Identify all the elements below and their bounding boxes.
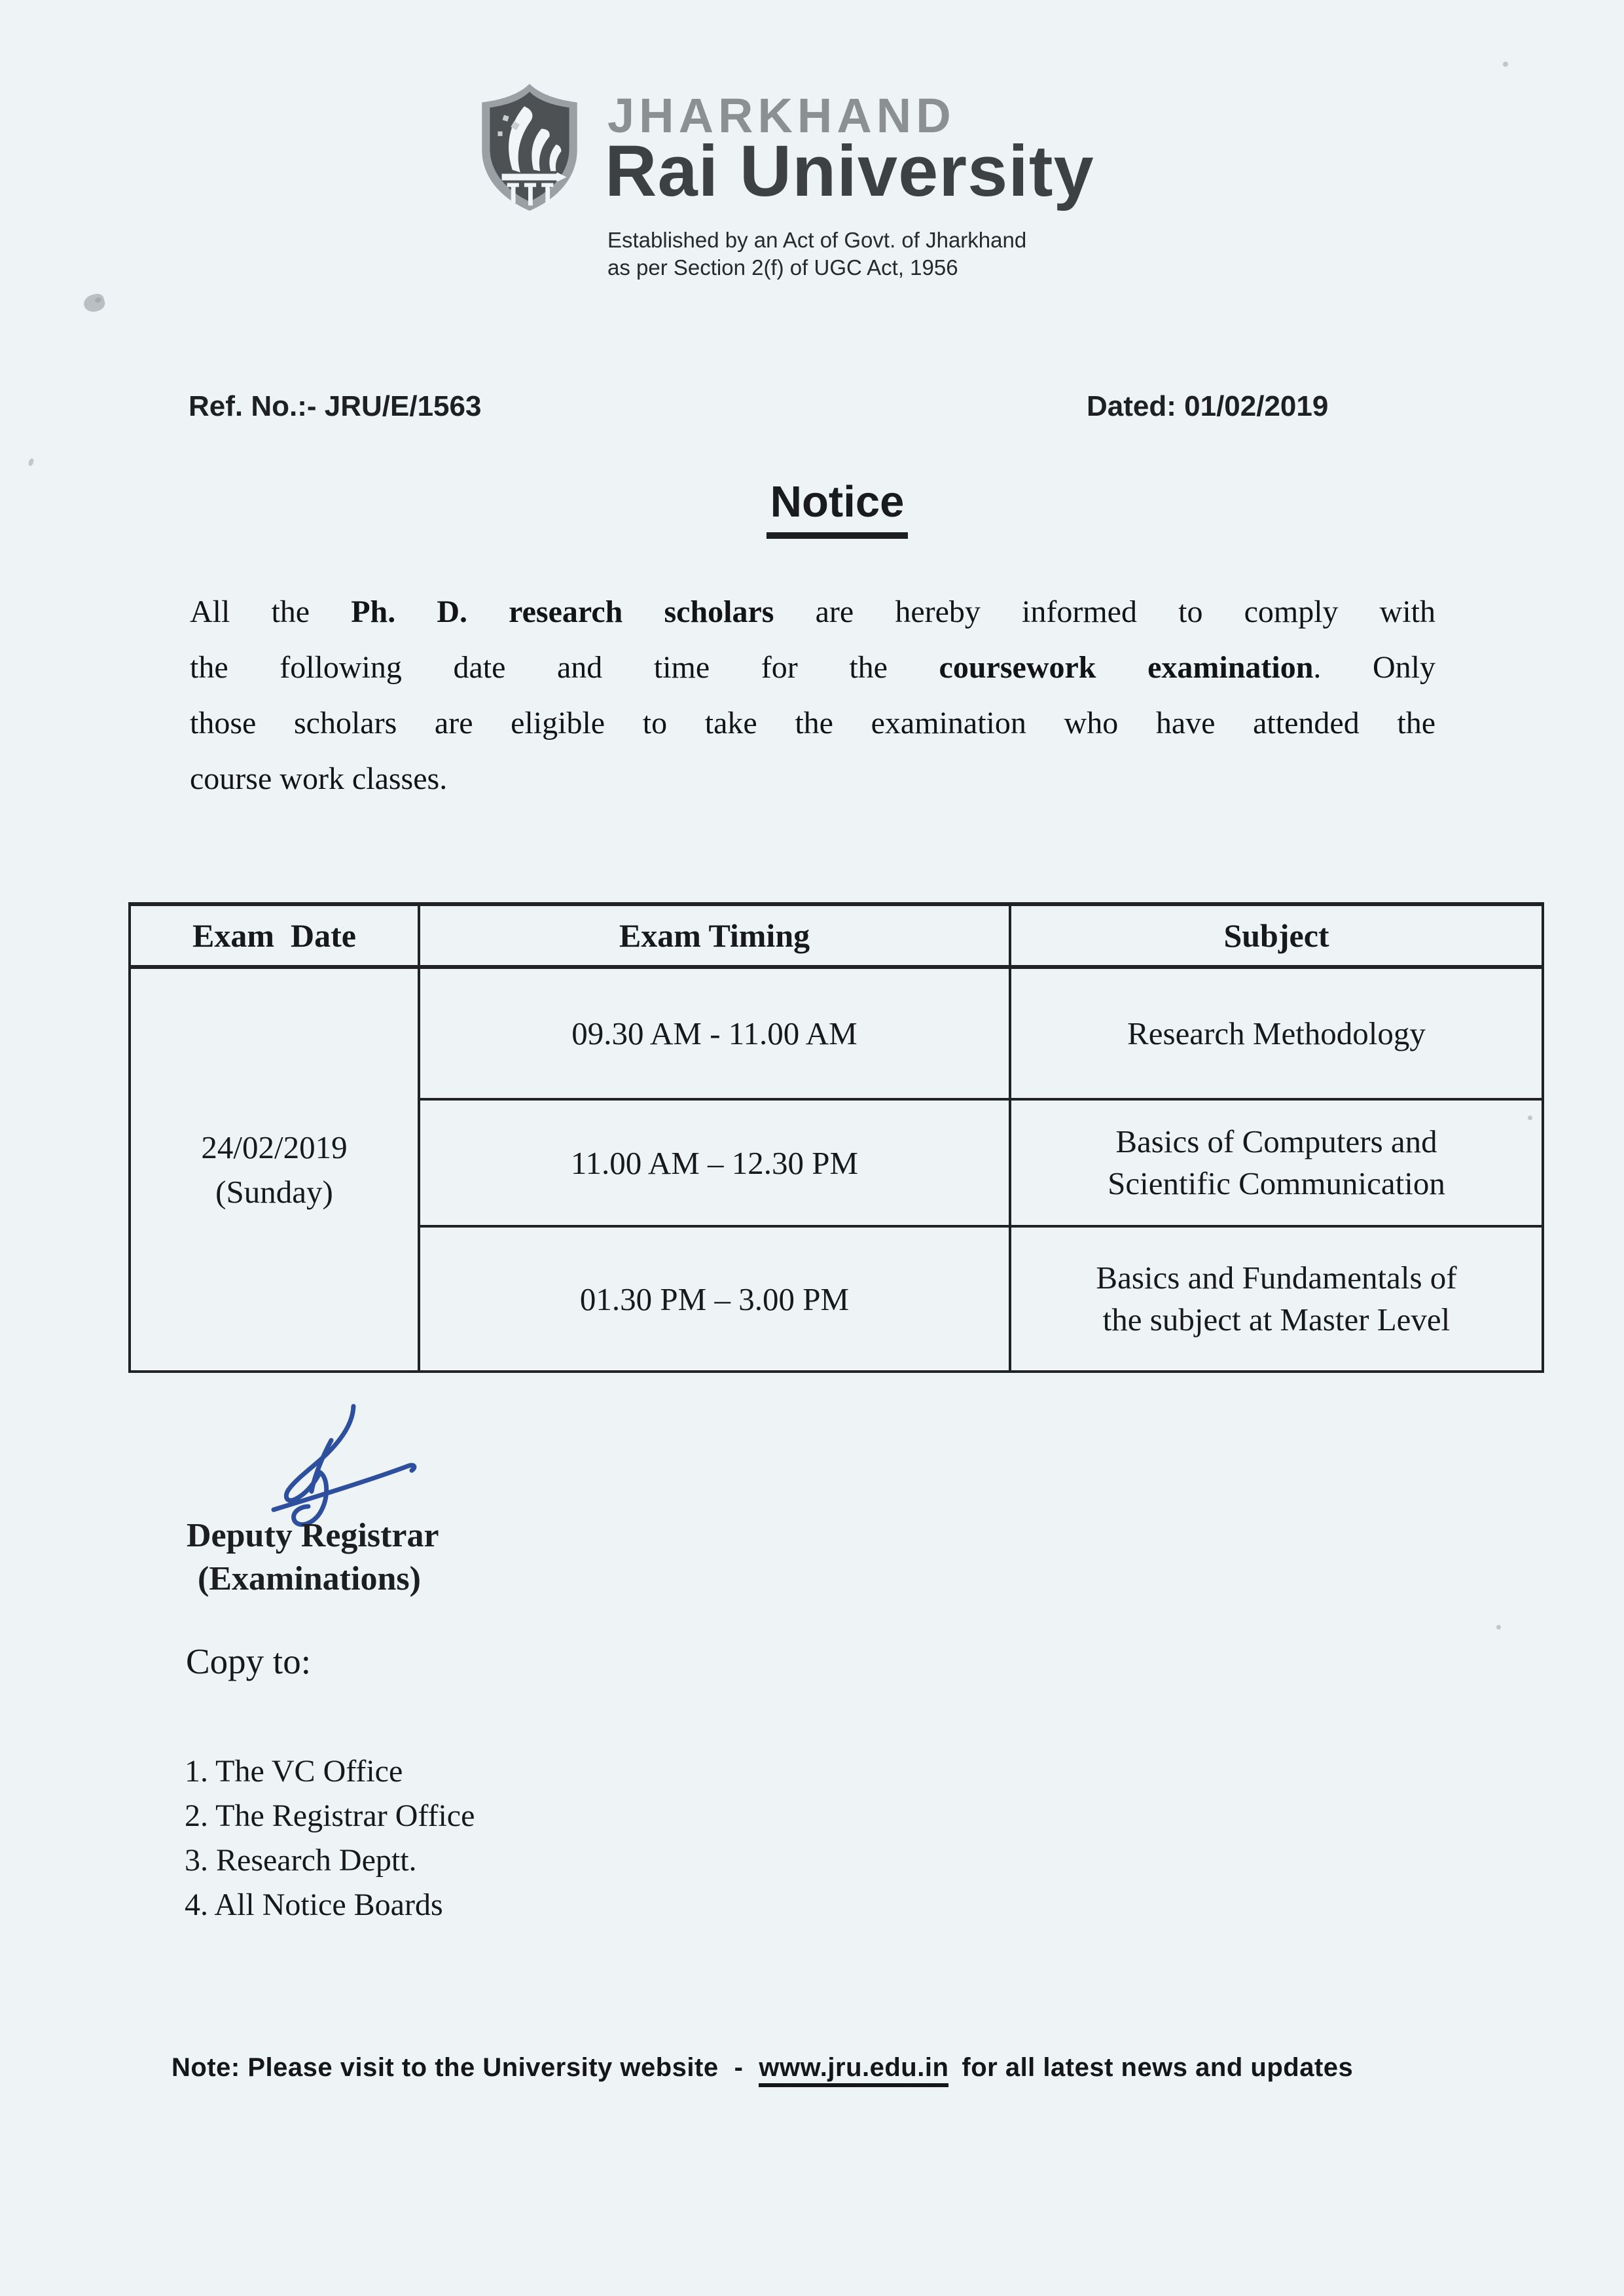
scan-speck-artifact <box>1496 1625 1501 1630</box>
notice-body <box>190 584 1435 807</box>
exam-schedule-table <box>128 902 1544 1373</box>
university-name: Rai University <box>605 131 1094 211</box>
university-shield-logo-icon <box>477 81 583 213</box>
list-item: 2. The Registrar Office <box>185 1798 475 1833</box>
footer-note-suffix: for all latest news and updates <box>962 2053 1354 2082</box>
page-title: Notice <box>767 477 909 539</box>
reference-number: Ref. No.:- JRU/E/1563 <box>189 390 482 422</box>
col-header-subject: Subject <box>1010 904 1543 967</box>
subject-cell: Basics of Computers and Scientific Communication <box>1010 1099 1543 1226</box>
tagline-line-1: Established by an Act of Govt. of Jharkhand <box>607 228 1027 252</box>
signatory-title: Deputy Registrar <box>187 1517 439 1554</box>
scan-smudge-artifact <box>82 292 107 314</box>
footer-note <box>171 2053 1454 2083</box>
document-date: Dated: 01/02/2019 <box>1087 390 1329 422</box>
university-website-link[interactable]: www.jru.edu.in <box>759 2053 948 2087</box>
col-header-exam-timing: Exam Timing <box>419 904 1010 967</box>
list-item: 4. All Notice Boards <box>185 1887 443 1922</box>
handwritten-signature-icon <box>254 1400 431 1531</box>
university-tagline <box>607 227 1026 282</box>
notice-title-row <box>0 477 1624 539</box>
body-line-2: the following date and time for the coursework examination. Only <box>190 650 1436 685</box>
scan-speck-artifact <box>1503 62 1508 67</box>
copy-to-label: Copy to: <box>186 1641 311 1681</box>
col-header-exam-date: Exam Date <box>130 904 419 967</box>
university-region-label: JHARKHAND <box>607 88 956 143</box>
signatory-department: (Examinations) <box>198 1560 421 1597</box>
table-header-row <box>130 904 1543 967</box>
exam-timing-cell: 09.30 AM - 11.00 AM <box>419 967 1010 1099</box>
list-item: 3. Research Deptt. <box>185 1843 417 1878</box>
exam-timing-cell: 01.30 PM – 3.00 PM <box>419 1226 1010 1372</box>
table-row <box>130 967 1543 1099</box>
footer-note-prefix: Note: Please visit to the University website <box>171 2053 719 2082</box>
exam-timing-cell: 11.00 AM – 12.30 PM <box>419 1099 1010 1226</box>
body-line-3: those scholars are eligible to take the examination who have attended the <box>190 706 1435 740</box>
list-item: 1. The VC Office <box>185 1754 403 1789</box>
exam-date-cell: 24/02/2019 (Sunday) <box>130 967 419 1372</box>
copy-to-list <box>185 1749 475 1927</box>
subject-cell: Basics and Fundamentals of the subject at Master Level <box>1010 1226 1543 1372</box>
footer-note-separator: - <box>734 2053 744 2082</box>
scan-speck-artifact <box>27 458 35 467</box>
tagline-line-2: as per Section 2(f) of UGC Act, 1956 <box>607 255 958 280</box>
subject-cell: Research Methodology <box>1010 967 1543 1099</box>
body-line-1: All the Ph. D. research scholars are hereby informed to comply with <box>190 594 1436 629</box>
scan-speck-artifact <box>1528 1116 1532 1120</box>
body-line-4: course work classes. <box>190 761 448 796</box>
